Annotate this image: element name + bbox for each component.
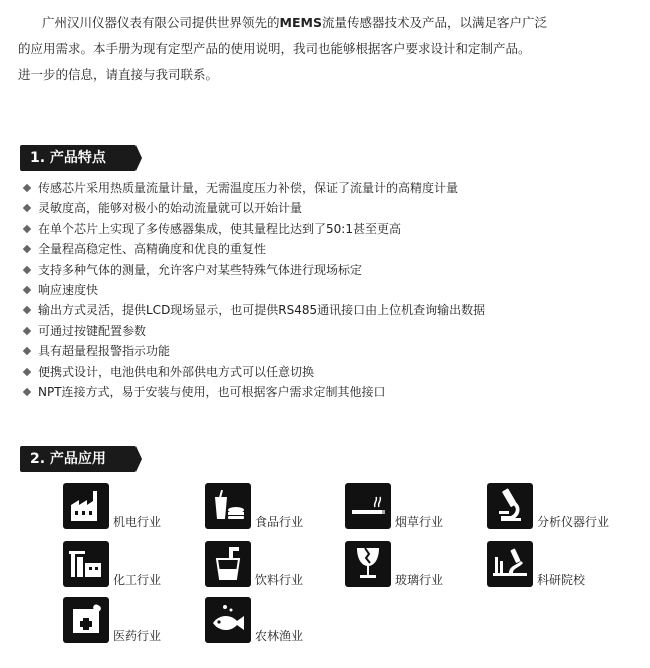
- diamond-bullet-icon: [23, 388, 31, 396]
- feature-item: 全量程高稳定性、高精确度和优良的重复性: [22, 239, 485, 259]
- diamond-bullet-icon: [23, 326, 31, 334]
- app-label: 饮料行业: [255, 573, 304, 587]
- diamond-bullet-icon: [23, 245, 31, 253]
- feature-item: 输出方式灵活，提供LCD现场显示，也可提供RS485通讯接口由上位机查询输出数据: [22, 300, 485, 320]
- section-header-features: 1. 产品特点: [20, 145, 136, 171]
- cigarette-icon: [345, 483, 391, 529]
- diamond-bullet-icon: [23, 347, 31, 355]
- app-label: 农林渔业: [255, 629, 304, 643]
- app-label: 机电行业: [113, 515, 162, 529]
- app-label: 分析仪器行业: [537, 515, 610, 529]
- feature-item: 在单个芯片上实现了多传感器集成，使其量程比达到了50:1甚至更高: [22, 219, 485, 239]
- factory-icon: [63, 483, 109, 529]
- diamond-bullet-icon: [23, 184, 31, 192]
- intro-text: 足客户广泛: [484, 15, 547, 30]
- lab-icon: [487, 541, 533, 587]
- chemical-plant-icon: [63, 541, 109, 587]
- app-label: 科研院校: [537, 573, 586, 587]
- feature-item: 可通过按键配置参数: [22, 321, 485, 341]
- diamond-bullet-icon: [23, 265, 31, 273]
- intro-paragraph: [18, 10, 638, 88]
- beverage-icon: [205, 541, 251, 587]
- diamond-bullet-icon: [23, 225, 31, 233]
- feature-item: 支持多种气体的测量，允许客户对某些特殊气体进行现场标定: [22, 260, 485, 280]
- company-name: 广州汉川仪器仪表有限公司: [42, 15, 193, 30]
- intro-text: 提供世界领先的: [192, 15, 280, 30]
- intro-line-3: 进一步的信息，请直接与我司联系。: [18, 67, 219, 82]
- diamond-bullet-icon: [23, 367, 31, 375]
- feature-item: 便携式设计，电池供电和外部供电方式可以任意切换: [22, 362, 485, 382]
- fish-icon: [205, 597, 251, 643]
- feature-list: [22, 178, 485, 402]
- app-label: 食品行业: [255, 515, 304, 529]
- app-label: 玻璃行业: [395, 573, 444, 587]
- intro-line-2: 的应用需求。本手册为现有定型产品的使用说明，我司也能够根据客户要求设计和定制产品。: [18, 41, 531, 56]
- intro-line-1: [18, 10, 638, 36]
- food-icon: [205, 483, 251, 529]
- feature-item: 传感芯片采用热质量流量计量，无需温度压力补偿，保证了流量计的高精度计量: [22, 178, 485, 198]
- diamond-bullet-icon: [23, 286, 31, 294]
- app-label: 烟草行业: [395, 515, 444, 529]
- microscope-icon: [487, 483, 533, 529]
- section-header-applications: 2. 产品应用: [20, 446, 136, 472]
- mems-brand: MEMS: [279, 15, 322, 30]
- intro-text: 流量传感器技术及产品，以满: [321, 15, 485, 30]
- diamond-bullet-icon: [23, 204, 31, 212]
- app-label: 化工行业: [113, 573, 162, 587]
- feature-item: 灵敏度高，能够对极小的始动流量就可以开始计量: [22, 198, 485, 218]
- fragile-glass-icon: [345, 541, 391, 587]
- feature-item: 具有超量程报警指示功能: [22, 341, 485, 361]
- diamond-bullet-icon: [23, 306, 31, 314]
- app-label: 医药行业: [113, 629, 162, 643]
- feature-item: 响应速度快: [22, 280, 485, 300]
- medicine-icon: [63, 597, 109, 643]
- feature-item: NPT连接方式，易于安装与使用，也可根据客户需求定制其他接口: [22, 382, 485, 402]
